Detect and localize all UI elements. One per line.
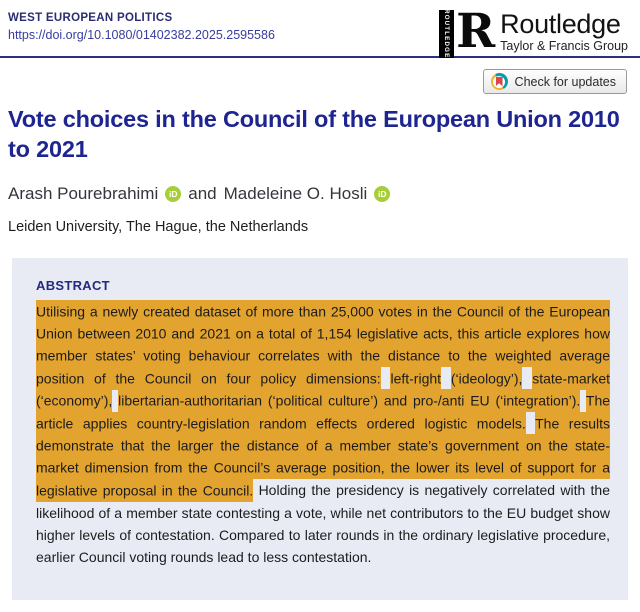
abstract-plain-text [381, 370, 391, 386]
abstract-section [12, 258, 628, 600]
authors-line [8, 184, 632, 204]
abstract-highlighted-text: libertarian-authoritarian (‘political culture’) and pro-/anti EU (‘integration’). [118, 389, 580, 412]
check-for-updates-button[interactable] [483, 69, 627, 94]
author-name-2: Madeleine O. Hosli [223, 184, 368, 203]
abstract-highlighted-text: The article applies country-legislation random effects ordered logistic models. [36, 389, 610, 434]
abstract-highlighted-text: state-market [532, 367, 610, 390]
publisher-group: Taylor & Francis Group [500, 39, 628, 53]
journal-name: WEST EUROPEAN POLITICS [8, 12, 173, 24]
orcid-id-label: iD [378, 188, 387, 199]
article-title: Vote choices in the Council of the European Union 2010 to 2021 [8, 106, 620, 162]
publisher-text [500, 10, 628, 53]
orcid-icon[interactable] [165, 186, 181, 202]
publisher-name: Routledge [500, 9, 621, 39]
journal-info [8, 8, 275, 42]
header [0, 0, 640, 59]
routledge-vertical-label: ROUTLEDGE [439, 10, 454, 58]
abstract-highlighted-text: The results demonstrate that the larger the distance of a member state’s government on the state-market dimension from the Council’s average position, the lower its level of support for a legislative proposal in the Council. [36, 412, 610, 502]
author-name-1: Arash Pourebrahimi [8, 184, 159, 203]
bookmark-icon [496, 77, 503, 87]
doi-link[interactable]: https://doi.org/10.1080/01402382.2025.2595586 [8, 28, 275, 42]
orcid-id-label: iD [169, 188, 178, 199]
abstract-highlighted-text: (‘ideology’), [451, 367, 523, 390]
abstract-highlighted-text: (‘economy’), [36, 389, 112, 412]
routledge-r-mark-icon: R [456, 4, 496, 59]
byline-conjunction: and [188, 184, 217, 203]
routledge-logo [439, 4, 628, 59]
crossmark-icon [491, 73, 508, 90]
abstract-highlighted-text: Utilising a newly created dataset of more than 25,000 votes in the Council of the European Union between 2010 and 2021 on a total of 1,154 legislative acts, this article explores how member states’ voting behaviour correlates with the distance to the weighted average position of the Council on four policy dimensions: [36, 300, 610, 390]
abstract-plain-text [441, 370, 451, 386]
abstract-highlighted-text: left-right [390, 367, 441, 390]
abstract-plain-text: Holding the presidency is negatively correlated with the likelihood of a member state contesting a vote, while net contributors to the EU budget show higher levels of contestation. Compared to later rounds in the ordinary legislative procedure, earlier Council voting rounds lead to less contestation. [36, 482, 610, 566]
check-for-updates-label: Check for updates [514, 74, 616, 89]
button-row [0, 69, 640, 94]
abstract-heading: ABSTRACT [36, 278, 110, 293]
orcid-icon[interactable] [374, 186, 390, 202]
affiliation: Leiden University, The Hague, the Netherlands [8, 219, 309, 235]
abstract-plain-text [522, 370, 532, 386]
abstract-body [36, 300, 610, 569]
abstract-plain-text [526, 415, 535, 431]
